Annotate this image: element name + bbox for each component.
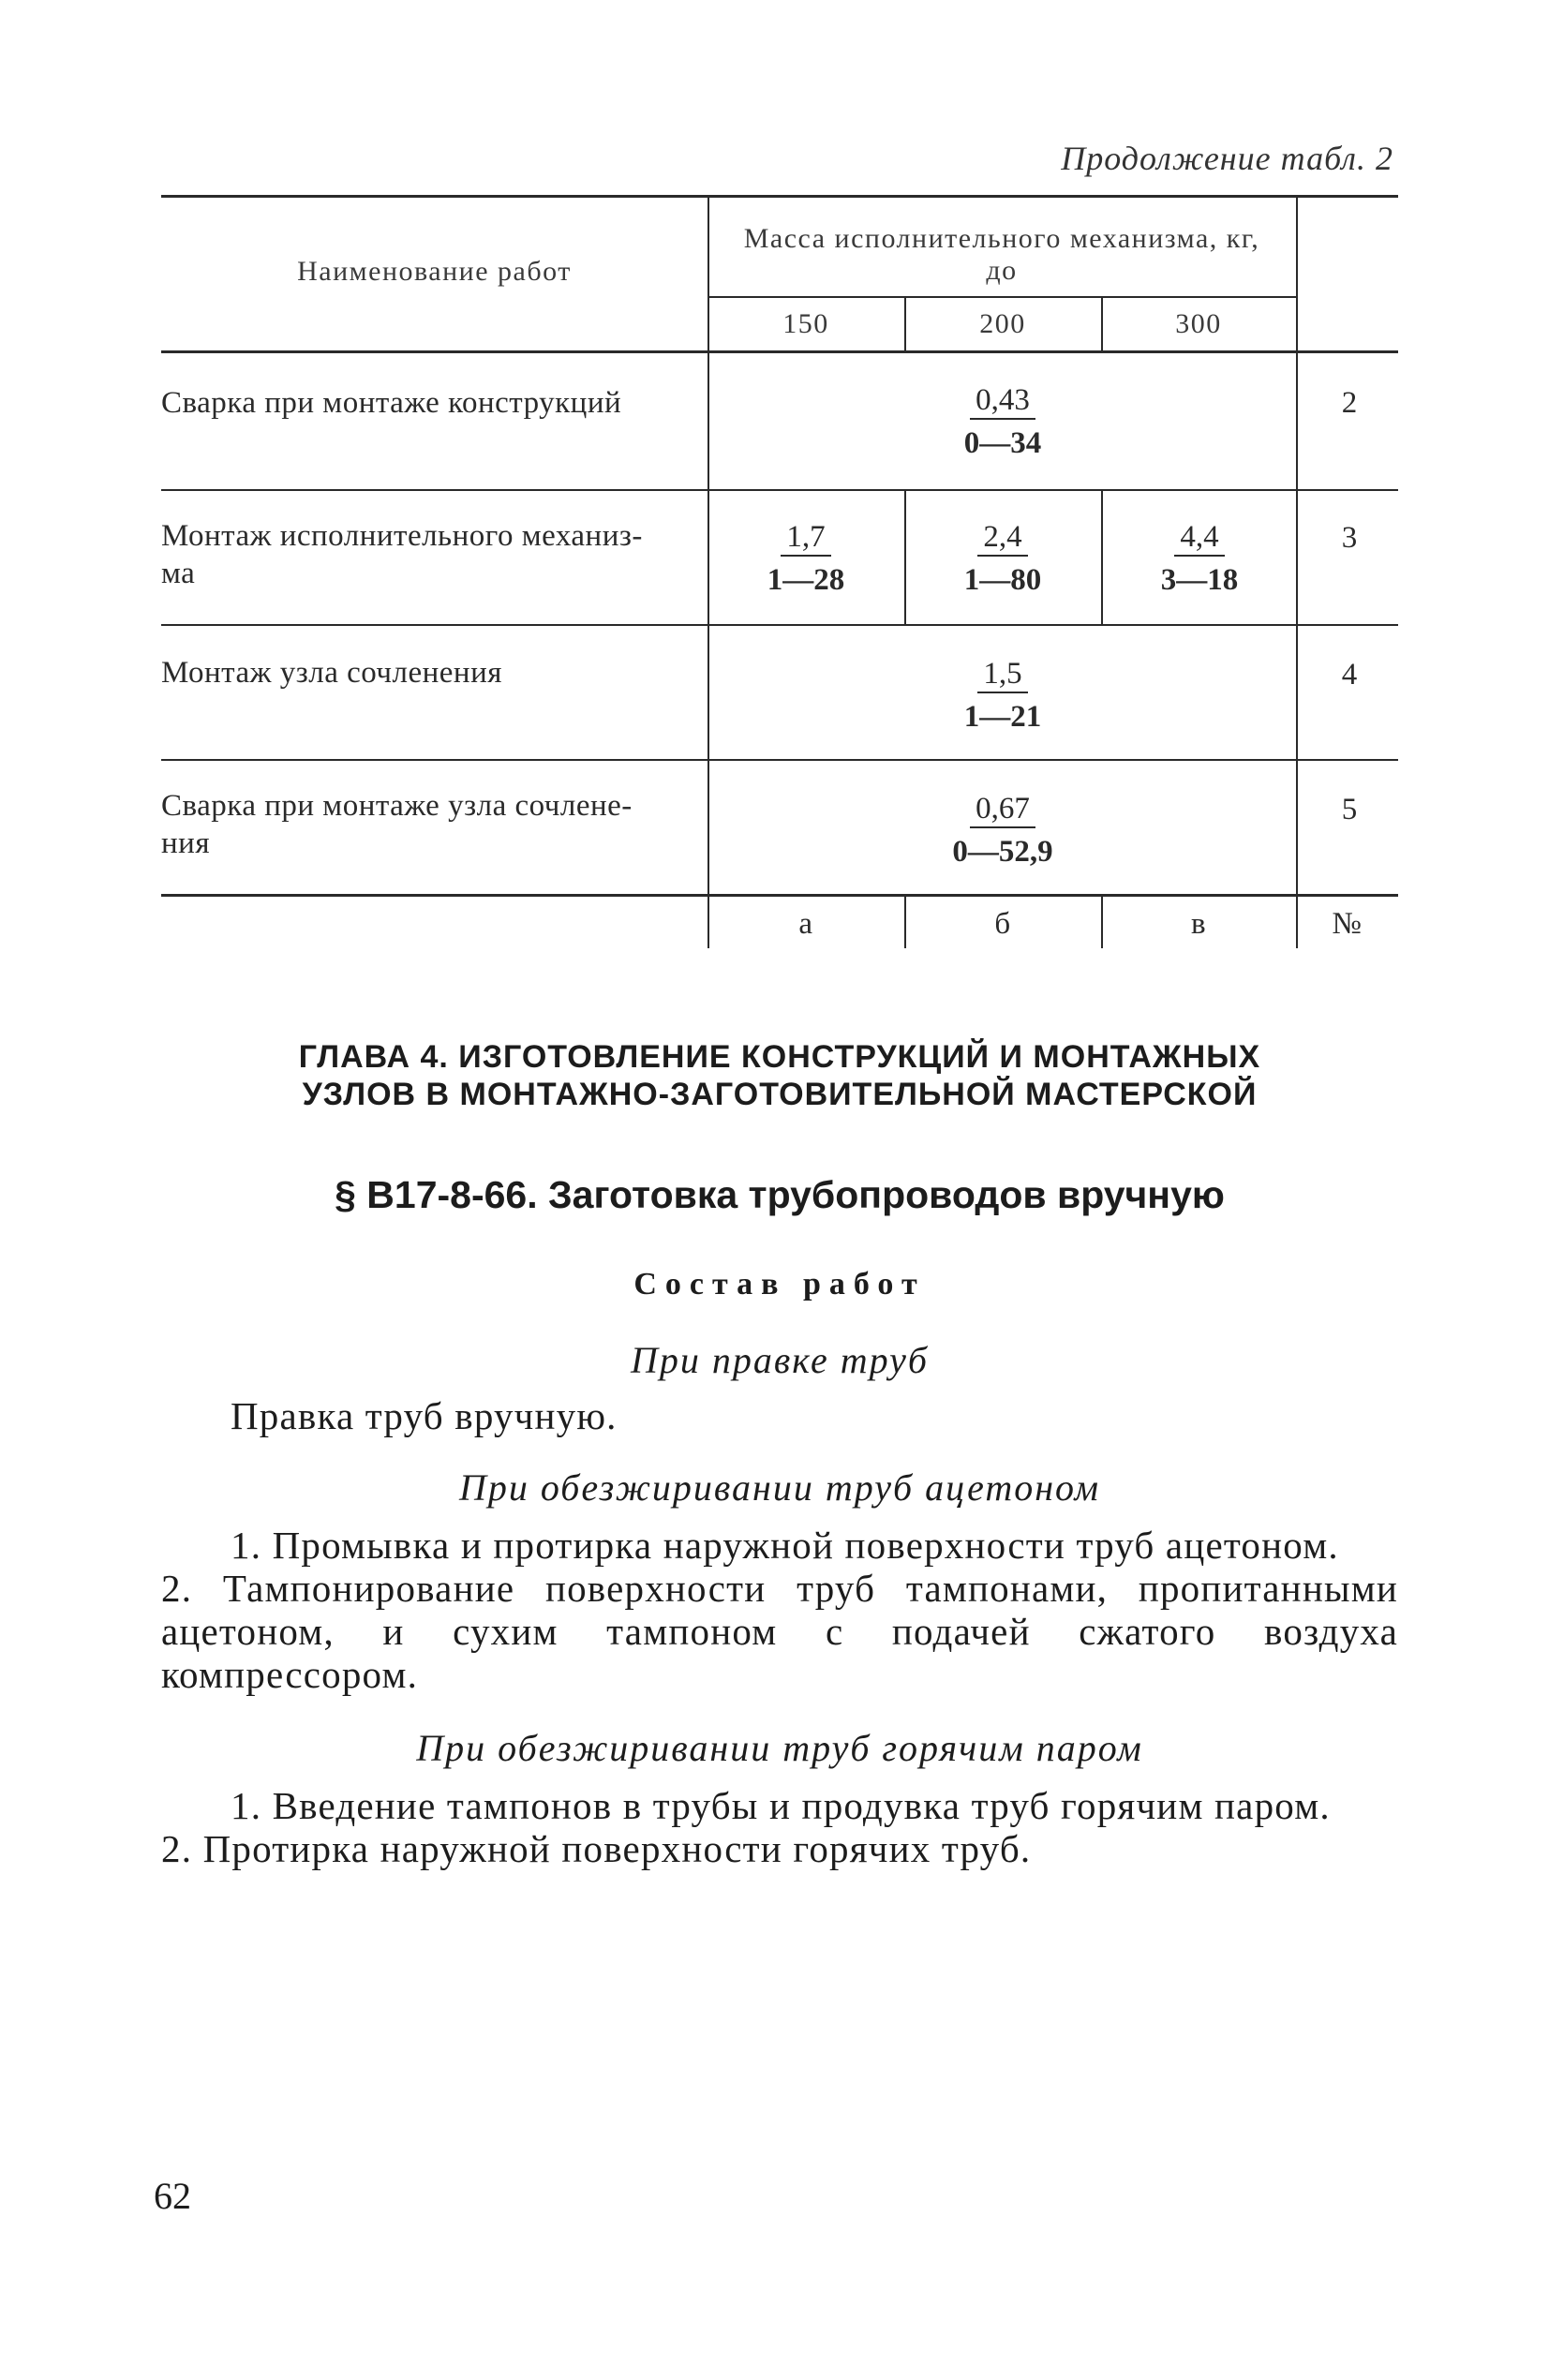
section-title: § В17-8-66. Заготовка трубопроводов вручную (335, 1173, 1225, 1216)
page-number: 62 (154, 2175, 191, 2217)
row-2-price: 0—34 (963, 426, 1042, 460)
row-4-price: 1—21 (963, 700, 1042, 734)
row-5-value (904, 791, 1101, 870)
row-rule-1 (161, 489, 1398, 491)
row-3-value-200 (904, 519, 1101, 598)
table-continuation-label: Продолжение табл. 2 (1061, 140, 1393, 177)
block-straightening-text (161, 1394, 1398, 1437)
steam-item-1: 1. Введение тампонов в трубы и продувка труб горячим паром. (231, 1784, 1331, 1827)
row-5-price: 0—52,9 (952, 835, 1053, 869)
row-3-value-300 (1101, 519, 1298, 598)
block-steam-heading: При обезжиривании труб горячим паром (416, 1727, 1143, 1769)
header-work-name: Наименование работ (297, 256, 572, 287)
row-4-value (904, 656, 1101, 735)
row-4-name: Монтаж узла сочленения (161, 656, 502, 690)
header-col-150: 150 (782, 308, 829, 339)
block-straightening-heading: При правке труб (631, 1339, 929, 1381)
footer-col-no: № (1332, 907, 1363, 941)
row-3-price-150: 1—28 (767, 563, 845, 597)
norms-table (161, 195, 1398, 948)
acetone-item-2: 2. Тампонирование поверхности труб тампонами, пропитанными ацетоном, и сухим тампоном с подачей сжатого воздуха компрессором. (161, 1567, 1398, 1696)
footer-col-v: в (1190, 907, 1207, 941)
chapter-title-line-1: ГЛАВА 4. ИЗГОТОВЛЕНИЕ КОНСТРУКЦИЙ И МОНТАЖНЫХ (298, 1039, 1261, 1075)
block-steam-text (161, 1784, 1398, 1870)
row-3-name: Монтаж исполнительного механиз- ма (161, 519, 643, 590)
row-3-norm-300: 4,4 (1174, 519, 1224, 557)
block-acetone-text (161, 1524, 1398, 1696)
row-rule-2 (161, 624, 1398, 626)
steam-item-2: 2. Протирка наружной поверхности горячих труб. (161, 1827, 1032, 1870)
row-3-norm-150: 1,7 (781, 519, 830, 557)
row-5-name: Сварка при монтаже узла сочлене- ния (161, 789, 633, 860)
row-3-price-300: 3—18 (1160, 563, 1239, 597)
chapter-title-line-2: УЗЛОВ В МОНТАЖНО-ЗАГОТОВИТЕЛЬНОЙ МАСТЕРСКОЙ (302, 1077, 1258, 1112)
row-3-price-200: 1—80 (963, 563, 1042, 597)
row-2-norm: 0,43 (970, 382, 1035, 420)
footer-col-a: а (798, 907, 813, 941)
row-2-number: 2 (1341, 386, 1358, 420)
acetone-item-1: 1. Промывка и протирка наружной поверхности труб ацетоном. (231, 1524, 1339, 1567)
header-mass: Масса исполнительного механизма, кг, до (743, 223, 1260, 286)
row-5-norm: 0,67 (970, 791, 1035, 828)
row-2-value (904, 382, 1101, 461)
block-acetone-heading: При обезжиривании труб ацетоном (458, 1466, 1101, 1509)
row-4-number: 4 (1341, 658, 1358, 692)
header-mid-rule (707, 296, 1296, 298)
row-3-number: 3 (1341, 521, 1358, 555)
row-4-norm: 1,5 (977, 656, 1027, 693)
row-2-name: Сварка при монтаже конструкций (161, 386, 622, 420)
row-rule-4 (161, 894, 1398, 897)
header-col-300: 300 (1175, 308, 1222, 339)
row-3-value-150 (707, 519, 904, 598)
table-top-rule (161, 195, 1398, 198)
row-rule-3 (161, 759, 1398, 761)
footer-col-b: б (994, 907, 1011, 941)
chapter-title (161, 1038, 1398, 1113)
straightening-item: Правка труб вручную. (231, 1394, 618, 1437)
row-5-number: 5 (1341, 793, 1358, 826)
header-col-200: 200 (979, 308, 1026, 339)
header-bottom-rule (161, 350, 1398, 353)
row-3-norm-200: 2,4 (977, 519, 1027, 557)
work-composition-heading: Состав работ (633, 1267, 926, 1302)
